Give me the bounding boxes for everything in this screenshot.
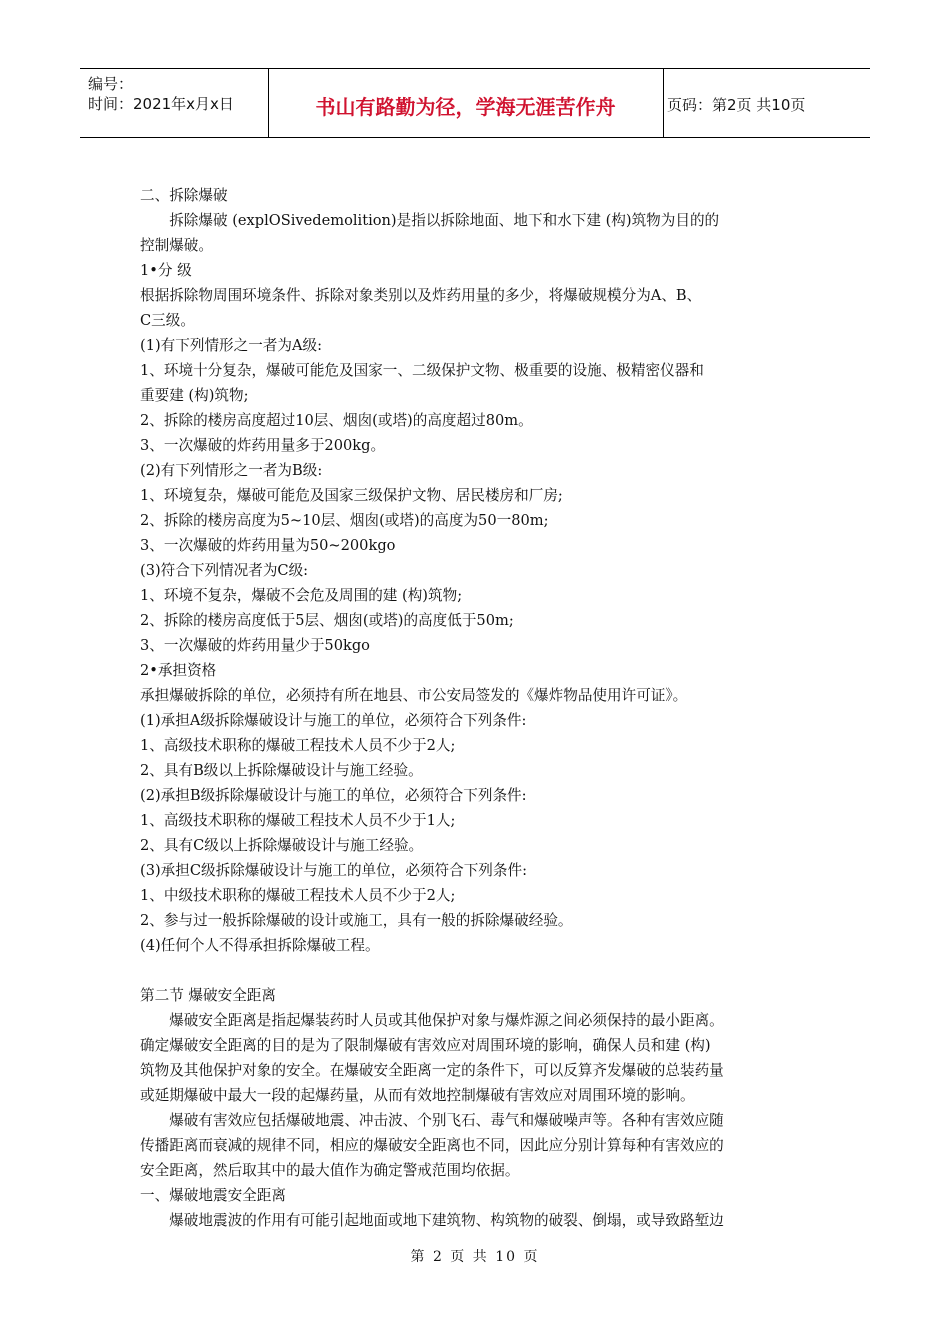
text-line: (3)符合下列情况者为C级: xyxy=(140,562,309,579)
doc-number-label: 编号： xyxy=(88,75,134,93)
text-line: 根据拆除物周围环境条件、拆除对象类别以及炸药用量的多少，将爆破规模分为A、B、 xyxy=(140,287,702,304)
text-line: 爆破安全距离是指起爆装药时人员或其他保护对象与爆炸源之间必须保持的最小距离。 xyxy=(169,1012,724,1029)
text-line: 爆破地震波的作用有可能引起地面或地下建筑物、构筑物的破裂、倒塌，或导致路堑边 xyxy=(169,1212,724,1229)
text-line: 1、中级技术职称的爆破工程技术人员不少于2人; xyxy=(140,887,456,904)
text-line: 3、一次爆破的炸药用量多于200kg。 xyxy=(140,437,386,454)
text-line: 1、环境复杂，爆破可能危及国家三级保护文物、居民楼房和厂房; xyxy=(140,487,563,504)
header-page-info: 页码：第2页 共10页 xyxy=(667,96,806,114)
text-line: (4)任何个人不得承担拆除爆破工程。 xyxy=(140,937,380,954)
text-line: 3、一次爆破的炸药用量少于50kgo xyxy=(140,637,370,654)
page-footer: 第 2 页 共 10 页 xyxy=(410,1249,540,1265)
text-line: 二、拆除爆破 xyxy=(140,187,228,204)
text-line: 2、具有C级以上拆除爆破设计与施工经验。 xyxy=(140,837,424,854)
text-line: 1、环境不复杂，爆破不会危及周围的建 (构)筑物; xyxy=(140,587,463,604)
text-line: (2)有下列情形之一者为B级: xyxy=(140,462,323,479)
text-line: 重要建 (构)筑物; xyxy=(140,387,249,404)
text-line: 2、拆除的楼房高度低于5层、烟囱(或塔)的高度低于50m; xyxy=(140,612,514,629)
text-line: (2)承担B级拆除爆破设计与施工的单位，必须符合下列条件: xyxy=(140,787,527,804)
text-line: 第二节 爆破安全距离 xyxy=(140,987,276,1004)
text-line: 3、一次爆破的炸药用量为50~200kgo xyxy=(140,537,396,554)
document-body xyxy=(140,183,820,1233)
header-page-cell xyxy=(663,69,870,137)
text-line: 爆破有害效应包括爆破地震、冲击波、个别飞石、毒气和爆破噪声等。各种有害效应随 xyxy=(169,1112,724,1129)
header-meta-cell xyxy=(80,69,269,137)
text-line: 1、高级技术职称的爆破工程技术人员不少于1人; xyxy=(140,812,456,829)
text-line: 2、拆除的楼房高度超过10层、烟囱(或塔)的高度超过80m。 xyxy=(140,412,533,429)
text-line: 确定爆破安全距离的目的是为了限制爆破有害效应对周围环境的影响，确保人员和建 (构) xyxy=(140,1037,711,1054)
text-line: 或延期爆破中最大一段的起爆药量，从而有效地控制爆破有害效应对周围环境的影响。 xyxy=(140,1087,695,1104)
text-line: C三级。 xyxy=(140,312,195,329)
text-line: (1)有下列情形之一者为A级: xyxy=(140,337,323,354)
text-line: 一、爆破地震安全距离 xyxy=(140,1187,286,1204)
text-line: 筑物及其他保护对象的安全。在爆破安全距离一定的条件下，可以反算齐发爆破的总装药量 xyxy=(140,1062,724,1079)
header-motto: 书山有路勤为径，学海无涯苦作舟 xyxy=(315,95,616,119)
text-line: 承担爆破拆除的单位，必须持有所在地县、市公安局签发的《爆炸物品使用许可证》。 xyxy=(140,687,688,704)
text-line: 1、高级技术职称的爆破工程技术人员不少于2人; xyxy=(140,737,456,754)
text-line: 安全距离，然后取其中的最大值作为确定警戒范围均依据。 xyxy=(140,1162,520,1179)
text-line: 拆除爆破 (explOSivedemolition)是指以拆除地面、地下和水下建 (构)筑物为目的的 xyxy=(169,212,720,229)
text-line: (1)承担A级拆除爆破设计与施工的单位，必须符合下列条件: xyxy=(140,712,527,729)
text-line: 1、环境十分复杂，爆破可能危及国家一、二级保护文物、极重要的设施、极精密仪器和 xyxy=(140,362,704,379)
doc-date: 时间：2021年x月x日 xyxy=(88,95,234,113)
text-line: 1•分 级 xyxy=(140,262,192,279)
text-line: 传播距离而衰减的规律不同，相应的爆破安全距离也不同，因此应分别计算每种有害效应的 xyxy=(140,1137,724,1154)
text-line: 2•承担资格 xyxy=(140,662,217,679)
text-line: 控制爆破。 xyxy=(140,237,213,254)
text-line: 2、拆除的楼房高度为5~10层、烟囱(或塔)的高度为50一80m; xyxy=(140,512,549,529)
header-motto-cell xyxy=(268,69,664,137)
text-line: (3)承担C级拆除爆破设计与施工的单位，必须符合下列条件: xyxy=(140,862,528,879)
page-header xyxy=(80,68,870,138)
text-line: 2、参与过一般拆除爆破的设计或施工，具有一般的拆除爆破经验。 xyxy=(140,912,573,929)
text-line: 2、具有B级以上拆除爆破设计与施工经验。 xyxy=(140,762,423,779)
